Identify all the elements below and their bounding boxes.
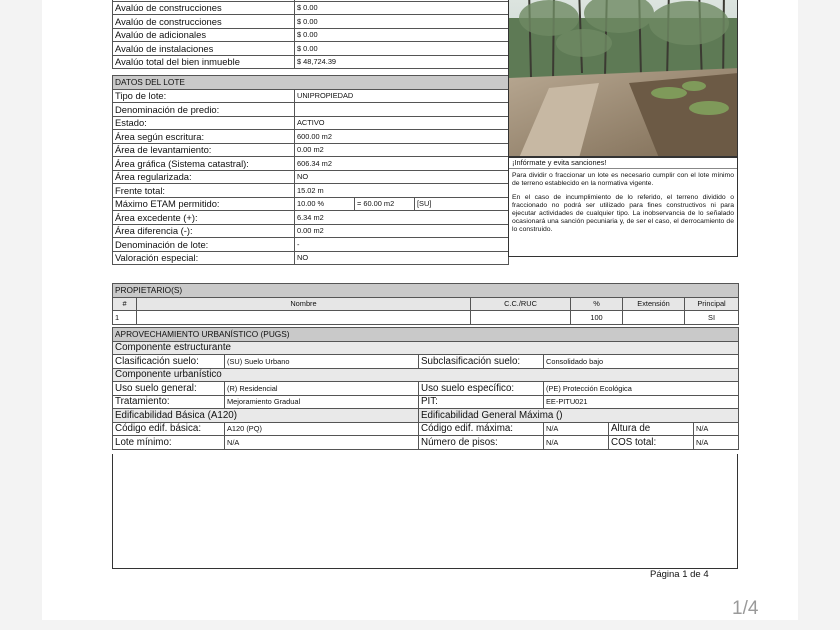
subclasificacion-label: Subclasificación suelo:	[419, 355, 544, 369]
avaluo-row	[113, 28, 509, 42]
lote-value-area: = 60.00 m2	[355, 197, 415, 211]
altura-value: N/A	[694, 422, 739, 436]
lote-row	[113, 211, 509, 225]
sanciones-notice	[508, 157, 738, 257]
lote-row	[113, 197, 509, 211]
lote-row	[113, 224, 509, 238]
propietario-row	[113, 311, 739, 325]
lote-value: 600.00 m2	[295, 130, 509, 144]
lote-value: 15.02 m	[295, 184, 509, 198]
propietarios-header-cell: Extensión	[623, 297, 685, 311]
avaluo-value: $ 0.00	[295, 1, 509, 15]
lote-minimo-value: N/A	[225, 436, 419, 450]
codigo-basica-value: A120 (PQ)	[225, 422, 419, 436]
page-number: Página 1 de 4	[650, 569, 709, 580]
pugs-table	[112, 327, 739, 450]
uso-especifico-label: Uso suelo específico:	[419, 382, 544, 396]
avaluo-table	[112, 0, 509, 69]
lote-label: Área de levantamiento:	[113, 143, 295, 157]
componente-urbanistico: Componente urbanístico	[113, 368, 739, 382]
propietarios-header-cell: #	[113, 297, 137, 311]
lote-value: NO	[295, 251, 509, 265]
forest-path-image	[509, 0, 738, 157]
uso-general-value: (R) Residencial	[225, 382, 419, 396]
lote-label: Área gráfica (Sistema catastral):	[113, 157, 295, 171]
avaluo-label: Avalúo de construcciones	[113, 1, 295, 15]
lote-minimo-label: Lote mínimo:	[113, 436, 225, 450]
lote-label: Frente total:	[113, 184, 295, 198]
avaluo-value: $ 0.00	[295, 42, 509, 56]
uso-general-label: Uso suelo general:	[113, 382, 225, 396]
lote-value: 606.34 m2	[295, 157, 509, 171]
document-page	[42, 0, 798, 620]
propietario-cell	[471, 311, 571, 325]
lote-row	[113, 251, 509, 265]
avaluo-row	[113, 1, 509, 15]
avaluo-value: $ 0.00	[295, 28, 509, 42]
lote-value: 0.00 m2	[295, 224, 509, 238]
lote-label: Área excedente (+):	[113, 211, 295, 225]
datos-lote-heading: DATOS DEL LOTE	[113, 76, 509, 90]
avaluo-value: $ 0.00	[295, 15, 509, 29]
lote-value: UNIPROPIEDAD	[295, 89, 509, 103]
avaluo-label: Avalúo de instalaciones	[113, 42, 295, 56]
lote-value-zone: [SU]	[415, 197, 509, 211]
propietario-cell: SI	[685, 311, 739, 325]
avaluo-row	[113, 42, 509, 56]
viewer-page-indicator: 1/4	[732, 598, 759, 619]
propietario-cell	[137, 311, 471, 325]
pisos-label: Número de pisos:	[419, 436, 544, 450]
propietarios-header-cell: %	[571, 297, 623, 311]
lote-value: ACTIVO	[295, 116, 509, 130]
componente-estructurante: Componente estructurante	[113, 341, 739, 355]
pit-label: PIT:	[419, 395, 544, 409]
avaluo-label: Avalúo de adicionales	[113, 28, 295, 42]
edificabilidad-basica: Edificabilidad Básica (A120)	[113, 409, 419, 423]
cos-label: COS total:	[609, 436, 694, 450]
lote-label: Máximo ETAM permitido:	[113, 197, 295, 211]
lote-label: Denominación de lote:	[113, 238, 295, 252]
propietarios-header-cell: C.C./RUC	[471, 297, 571, 311]
lote-label: Área regularizada:	[113, 170, 295, 184]
lote-value	[295, 103, 509, 117]
codigo-basica-label: Código edif. básica:	[113, 422, 225, 436]
lote-value: 6.34 m2	[295, 211, 509, 225]
lote-value: -	[295, 238, 509, 252]
lote-value: 10.00 %	[295, 197, 355, 211]
lote-row	[113, 89, 509, 103]
lote-row	[113, 130, 509, 144]
property-photo	[508, 0, 738, 157]
lote-label: Estado:	[113, 116, 295, 130]
lote-row	[113, 143, 509, 157]
pugs-heading: APROVECHAMIENTO URBANÍSTICO (PUGS)	[113, 328, 739, 342]
propietario-cell: 1	[113, 311, 137, 325]
datos-lote-table	[112, 75, 509, 265]
lote-row	[113, 103, 509, 117]
altura-label: Altura de	[609, 422, 694, 436]
lote-label: Área según escritura:	[113, 130, 295, 144]
lote-row	[113, 170, 509, 184]
lote-row	[113, 238, 509, 252]
lote-row	[113, 157, 509, 171]
lote-value: 0.00 m2	[295, 143, 509, 157]
propietarios-heading: PROPIETARIO(S)	[113, 284, 739, 298]
edificabilidad-maxima: Edificabilidad General Máxima ()	[419, 409, 739, 423]
pit-value: EE-PITU021	[544, 395, 739, 409]
lote-label: Denominación de predio:	[113, 103, 295, 117]
uso-especifico-value: (PE) Protección Ecológica	[544, 382, 739, 396]
propietarios-header-cell: Nombre	[137, 297, 471, 311]
lote-label: Tipo de lote:	[113, 89, 295, 103]
lote-value: NO	[295, 170, 509, 184]
avaluo-row	[113, 55, 509, 69]
avaluo-label: Avalúo total del bien inmueble	[113, 55, 295, 69]
lote-row	[113, 184, 509, 198]
propietarios-table	[112, 283, 739, 325]
empty-content-frame	[112, 454, 738, 569]
propietario-cell: 100	[571, 311, 623, 325]
codigo-maxima-label: Código edif. máxima:	[419, 422, 544, 436]
tratamiento-value: Mejoramiento Gradual	[225, 395, 419, 409]
avaluo-label: Avalúo de construcciones	[113, 15, 295, 29]
propietario-cell	[623, 311, 685, 325]
lote-row	[113, 116, 509, 130]
subclasificacion-value: Consolidado bajo	[544, 355, 739, 369]
propietarios-header-cell: Principal	[685, 297, 739, 311]
clasificacion-value: (SU) Suelo Urbano	[225, 355, 419, 369]
lote-label: Valoración especial:	[113, 251, 295, 265]
avaluo-value: $ 48,724.39	[295, 55, 509, 69]
cos-value: N/A	[694, 436, 739, 450]
clasificacion-label: Clasificación suelo:	[113, 355, 225, 369]
tratamiento-label: Tratamiento:	[113, 395, 225, 409]
codigo-maxima-value: N/A	[544, 422, 609, 436]
pisos-value: N/A	[544, 436, 609, 450]
notice-title: ¡Infórmate y evita sanciones!	[509, 158, 737, 169]
avaluo-row	[113, 15, 509, 29]
notice-paragraph-1: Para dividir o fraccionar un lote es necesario cumplir con el lote mínimo de terreno establecido en la normativa vigente.	[512, 172, 734, 188]
notice-paragraph-2: En el caso de incumplimiento de lo referido, el terreno dividido o fraccionado no podrá ser utilizado para fines constructivos ni para ejecutar actividades de cualquier tipo. La inobservancia de lo señalado ocasionará una sanción pecuniaria y, de ser el caso, el derrocamiento de lo construido.	[512, 193, 734, 234]
lote-label: Área diferencia (-):	[113, 224, 295, 238]
